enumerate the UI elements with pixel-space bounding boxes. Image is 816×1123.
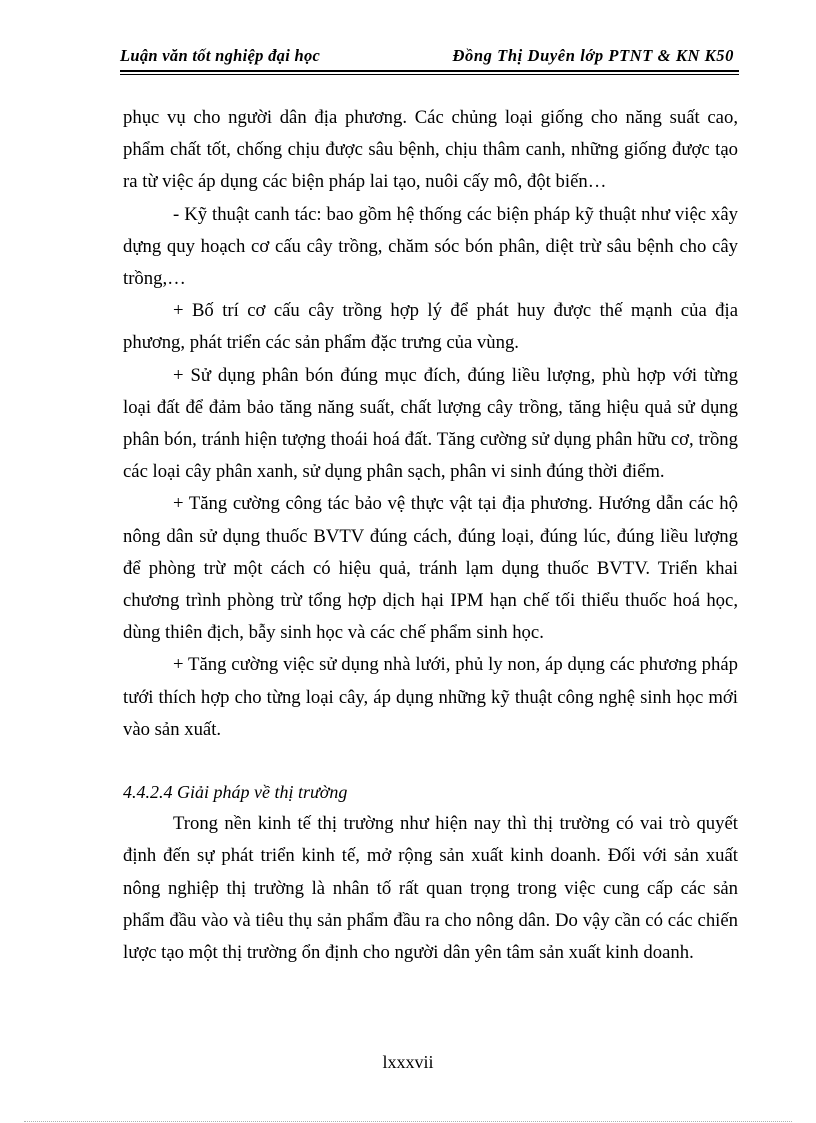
section-heading: 4.4.2.4 Giải pháp về thị trường xyxy=(123,782,348,803)
document-body xyxy=(123,102,738,969)
paragraph-crop-structure: + Bố trí cơ cấu cây trồng hợp lý để phát huy được thế mạnh của địa phương, phát triển các sản phẩm đặc trưng của vùng. xyxy=(123,300,738,354)
paragraph-fertilizer-use: + Sử dụng phân bón đúng mục đích, đúng liều lượng, phù hợp với từng loại đất để đảm bảo tăng năng suất, chất lượng cây trồng, tăng hiệu quả sử dụng phân bón, tránh hiện tượng thoái hoá đất. Tăng cường sử dụng phân hữu cơ, trồng các loại cây phân xanh, sử dụng phân sạch, phân vi sinh đúng thời điểm. xyxy=(123,364,738,483)
header-thesis-title: Luận văn tốt nghiệp đại học xyxy=(120,46,321,65)
paragraph-market-solutions: Trong nền kinh tế thị trường như hiện nay thì thị trường có vai trò quyết định đến sự phát triển kinh tế, mở rộng sản xuất kinh doanh. Đối với sản xuất nông nghiệp thị trường là nhân tố rất quan trọng trong việc cung cấp các sản phẩm đầu vào và tiêu thụ sản phẩm đầu ra cho nông dân. Do vậy cần có các chiến lược tạo một thị trường ổn định cho người dân yên tâm sản xuất kinh doanh. xyxy=(123,813,738,964)
header-rule-thin xyxy=(120,74,739,75)
paragraph-plant-protection: + Tăng cường công tác bảo vệ thực vật tại địa phương. Hướng dẫn các hộ nông dân sử dụng thuốc BVTV đúng cách, đúng loại, đúng lúc, đúng liều lượng để phòng trừ một cách có hiệu quả, tránh lạm dụng thuốc BVTV. Triển khai chương trình phòng trừ tổng hợp dịch hại IPM hạn chế tối thiểu thuốc hoá học, dùng thiên địch, bẫy sinh học và các chế phẩm sinh học. xyxy=(123,493,738,644)
paragraph-greenhouse-technology: + Tăng cường việc sử dụng nhà lưới, phủ ly non, áp dụng các phương pháp tưới thích hợp cho từng loại cây, áp dụng những kỹ thuật công nghệ sinh học mới vào sản xuất. xyxy=(123,654,738,740)
paragraph-cultivation-techniques: - Kỹ thuật canh tác: bao gồm hệ thống các biện pháp kỹ thuật như việc xây dựng quy hoạch cơ cấu cây trồng, chăm sóc bón phân, diệt trừ sâu bệnh cho cây trồng,… xyxy=(123,203,738,290)
paragraph-continued: phục vụ cho người dân địa phương. Các chủng loại giống cho năng suất cao, phẩm chất tốt, chống chịu được sâu bệnh, chịu thâm canh, những giống được tạo ra từ việc áp dụng các biện pháp lai tạo, nuôi cấy mô, đột biến… xyxy=(123,107,738,193)
page-bottom-border xyxy=(24,1121,792,1122)
page-header xyxy=(120,44,738,70)
header-rule xyxy=(120,70,739,72)
page-number: lxxxvii xyxy=(382,1052,434,1072)
header-author: Đồng Thị Duyên lớp PTNT & KN K50 xyxy=(452,46,734,65)
